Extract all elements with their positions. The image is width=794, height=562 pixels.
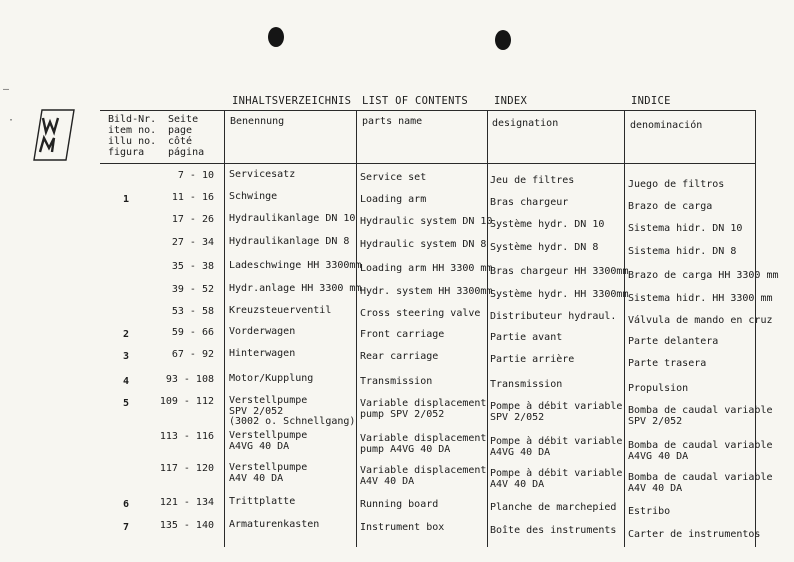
heading-fr: INDEX	[494, 95, 528, 107]
page-range: 27 - 34	[171, 237, 214, 248]
cell-parts-name: Hydraulic system DN 8	[360, 239, 487, 250]
cell-designation: Bras chargeur	[490, 197, 569, 208]
page-range: 109 - 112	[159, 396, 214, 407]
cell-denominacion: Brazo de carga HH 3300 mm	[628, 270, 779, 281]
cell-designation: Partie arrière	[490, 354, 575, 365]
cell-designation: Système hydr. HH 3300mm	[490, 289, 629, 300]
col-head-page: Seite page côté página	[168, 114, 205, 158]
cell-parts-name: Loading arm	[360, 194, 427, 205]
cell-designation: Pompe à débit variable SPV 2/052	[490, 401, 623, 423]
cell-denominacion: Bomba de caudal variable A4V 40 DA	[628, 472, 773, 494]
punch-hole-right	[495, 30, 511, 50]
page-range: 113 - 116	[159, 431, 214, 442]
cell-parts-name: Transmission	[360, 376, 433, 387]
cell-parts-name: Variable displacement pump SPV 2/052	[360, 398, 487, 420]
page-range: 39 - 52	[171, 284, 214, 295]
cell-denominacion: Carter de instrumentos	[628, 529, 761, 540]
cell-designation: Pompe à débit variable A4VG 40 DA	[490, 436, 623, 458]
cell-denominacion: Sistema hidr. HH 3300 mm	[628, 293, 773, 304]
cell-parts-name: Variable displacement pump A4VG 40 DA	[360, 433, 487, 455]
col-head-parts-name: parts name	[362, 116, 423, 127]
cell-parts-name: Variable displacement A4V 40 DA	[360, 465, 487, 487]
header-bottom-rule	[100, 163, 756, 164]
col-head-denominacion: denominación	[630, 120, 703, 131]
cell-denominacion: Bomba de caudal variable SPV 2/052	[628, 405, 773, 427]
col-head-designation: designation	[492, 118, 559, 129]
cell-benennung: Trittplatte	[229, 496, 296, 507]
heading-de: INHALTSVERZEICHNIS	[232, 95, 352, 107]
item-number: 5	[123, 398, 130, 409]
page-range: 67 - 92	[171, 349, 214, 360]
cell-designation: Système hydr. DN 8	[490, 242, 599, 253]
page-range: 135 - 140	[159, 520, 214, 531]
item-number: 4	[123, 376, 130, 387]
cell-benennung: Hydraulikanlage DN 8	[229, 236, 350, 247]
item-number: 6	[123, 499, 130, 510]
page-range: 7 - 10	[177, 170, 214, 181]
cell-parts-name: Service set	[360, 172, 427, 183]
cell-benennung: Hinterwagen	[229, 348, 296, 359]
column-divider	[356, 110, 357, 547]
cell-denominacion: Bomba de caudal variable A4VG 40 DA	[628, 440, 773, 462]
cell-benennung: Armaturenkasten	[229, 519, 320, 530]
cell-denominacion: Parte delantera	[628, 336, 719, 347]
cell-benennung: Kreuzsteuerventil	[229, 305, 332, 316]
cell-benennung: Verstellpumpe SPV 2/052 (3002 o. Schnellgang)	[229, 395, 356, 427]
cell-denominacion: Parte trasera	[628, 358, 707, 369]
cell-benennung: Verstellpumpe A4V 40 DA	[229, 462, 308, 484]
cell-parts-name: Hydraulic system DN 10	[360, 216, 493, 227]
wm-logo	[32, 108, 76, 162]
cell-parts-name: Instrument box	[360, 522, 445, 533]
item-number: 7	[123, 522, 130, 533]
cell-benennung: Motor/Kupplung	[229, 373, 314, 384]
cell-designation: Partie avant	[490, 332, 563, 343]
item-number: 3	[123, 351, 130, 362]
page-range: 53 - 58	[171, 306, 214, 317]
cell-benennung: Ladeschwinge HH 3300mm	[229, 260, 362, 271]
cell-designation: Bras chargeur HH 3300mm	[490, 266, 629, 277]
cell-parts-name: Running board	[360, 499, 439, 510]
heading-en: LIST OF CONTENTS	[362, 95, 468, 107]
cell-designation: Boîte des instruments	[490, 525, 617, 536]
margin-mark: –	[3, 84, 10, 95]
cell-designation: Pompe à débit variable A4V 40 DA	[490, 468, 623, 490]
cell-designation: Jeu de filtres	[490, 175, 575, 186]
column-divider	[624, 110, 625, 547]
heading-es: INDICE	[631, 95, 671, 107]
page-range: 35 - 38	[171, 261, 214, 272]
cell-denominacion: Propulsion	[628, 383, 689, 394]
cell-parts-name: Loading arm HH 3300 mm	[360, 263, 493, 274]
header-top-rule	[100, 110, 756, 111]
cell-benennung: Schwinge	[229, 191, 278, 202]
punch-hole-left	[268, 27, 284, 47]
page-range: 59 - 66	[171, 327, 214, 338]
column-divider	[487, 110, 488, 547]
cell-benennung: Vorderwagen	[229, 326, 296, 337]
cell-denominacion: Sistema hidr. DN 10	[628, 223, 743, 234]
cell-parts-name: Front carriage	[360, 329, 445, 340]
margin-mark: ·	[8, 115, 15, 126]
cell-parts-name: Cross steering valve	[360, 308, 481, 319]
cell-parts-name: Rear carriage	[360, 351, 439, 362]
col-head-benennung: Benennung	[230, 116, 285, 127]
cell-denominacion: Sistema hidr. DN 8	[628, 246, 737, 257]
page-range: 11 - 16	[171, 192, 214, 203]
page-range: 93 - 108	[165, 374, 214, 385]
cell-benennung: Verstellpumpe A4VG 40 DA	[229, 430, 308, 452]
cell-designation: Système hydr. DN 10	[490, 219, 605, 230]
cell-designation: Transmission	[490, 379, 563, 390]
cell-denominacion: Brazo de carga	[628, 201, 713, 212]
cell-denominacion: Juego de filtros	[628, 179, 725, 190]
cell-denominacion: Estribo	[628, 506, 671, 517]
col-head-item-number: Bild-Nr. item no. illu no. figura	[108, 114, 157, 158]
cell-benennung: Servicesatz	[229, 169, 296, 180]
cell-denominacion: Válvula de mando en cruz	[628, 315, 773, 326]
page-range: 117 - 120	[159, 463, 214, 474]
item-number: 1	[123, 194, 130, 205]
page-range: 121 - 134	[159, 497, 214, 508]
page-range: 17 - 26	[171, 214, 214, 225]
column-divider	[224, 110, 225, 547]
cell-benennung: Hydraulikanlage DN 10	[229, 213, 356, 224]
cell-designation: Distributeur hydraul.	[490, 311, 617, 322]
cell-benennung: Hydr.anlage HH 3300 mm	[229, 283, 362, 294]
item-number: 2	[123, 329, 130, 340]
cell-parts-name: Hydr. system HH 3300mm	[360, 286, 493, 297]
cell-designation: Planche de marchepied	[490, 502, 617, 513]
